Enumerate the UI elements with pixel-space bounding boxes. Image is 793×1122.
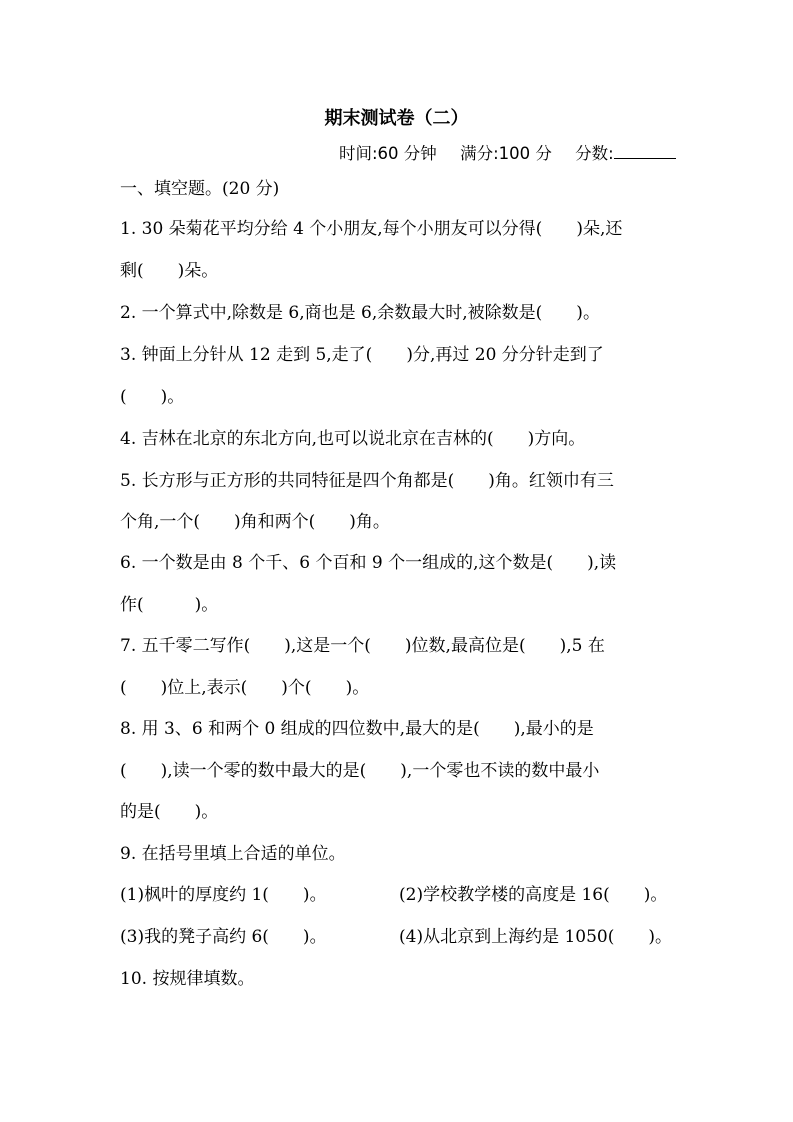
unit-question-1: (1)枫叶的厚度约 1( )。 xyxy=(120,885,327,905)
question-line: 9. 在括号里填上合适的单位。 xyxy=(120,844,346,864)
question-line: 8. 用 3、6 和两个 0 组成的四位数中,最大的是( ),最小的是 xyxy=(120,719,594,739)
question-line: 6. 一个数是由 8 个千、6 个百和 9 个一组成的,这个数是( ),读 xyxy=(120,553,617,573)
question-line: 5. 长方形与正方形的共同特征是四个角都是( )角。红领巾有三 xyxy=(120,471,614,491)
question-line: 的是( )。 xyxy=(120,802,219,822)
question-line: 剩( )朵。 xyxy=(120,261,219,281)
question-line: ( )位上,表示( )个( )。 xyxy=(120,678,370,698)
page-title: 期末测试卷（二） xyxy=(324,108,469,129)
question-line: 个角,一个( )角和两个( )角。 xyxy=(120,512,390,532)
question-line: 作( )。 xyxy=(120,595,219,615)
unit-question-2: (2)学校教学楼的高度是 16( )。 xyxy=(399,885,668,905)
question-line: 10. 按规律填数。 xyxy=(120,969,255,989)
section-heading: 一、填空题。(20 分) xyxy=(120,179,280,199)
question-line: 4. 吉林在北京的东北方向,也可以说北京在吉林的( )方向。 xyxy=(120,429,586,449)
question-line: 7. 五千零二写作( ),这是一个( )位数,最高位是( ),5 在 xyxy=(120,636,605,656)
score-blank[interactable] xyxy=(614,144,676,159)
question-line: 1. 30 朵菊花平均分给 4 个小朋友,每个小朋友可以分得( )朵,还 xyxy=(120,219,623,239)
unit-question-4: (4)从北京到上海约是 1050( )。 xyxy=(399,927,673,947)
question-line: ( ),读一个零的数中最大的是( ),一个零也不读的数中最小 xyxy=(120,761,600,781)
question-line: 3. 钟面上分针从 12 走到 5,走了( )分,再过 20 分分针走到了 xyxy=(120,345,604,365)
exam-meta xyxy=(339,140,694,164)
question-line: ( )。 xyxy=(120,387,185,407)
score-label: 分数: xyxy=(575,144,614,163)
full-score: 满分:100 分 xyxy=(460,144,552,163)
time-limit: 时间:60 分钟 xyxy=(339,144,437,163)
question-line: 2. 一个算式中,除数是 6,商也是 6,余数最大时,被除数是( )。 xyxy=(120,303,600,323)
unit-question-3: (3)我的凳子高约 6( )。 xyxy=(120,927,327,947)
